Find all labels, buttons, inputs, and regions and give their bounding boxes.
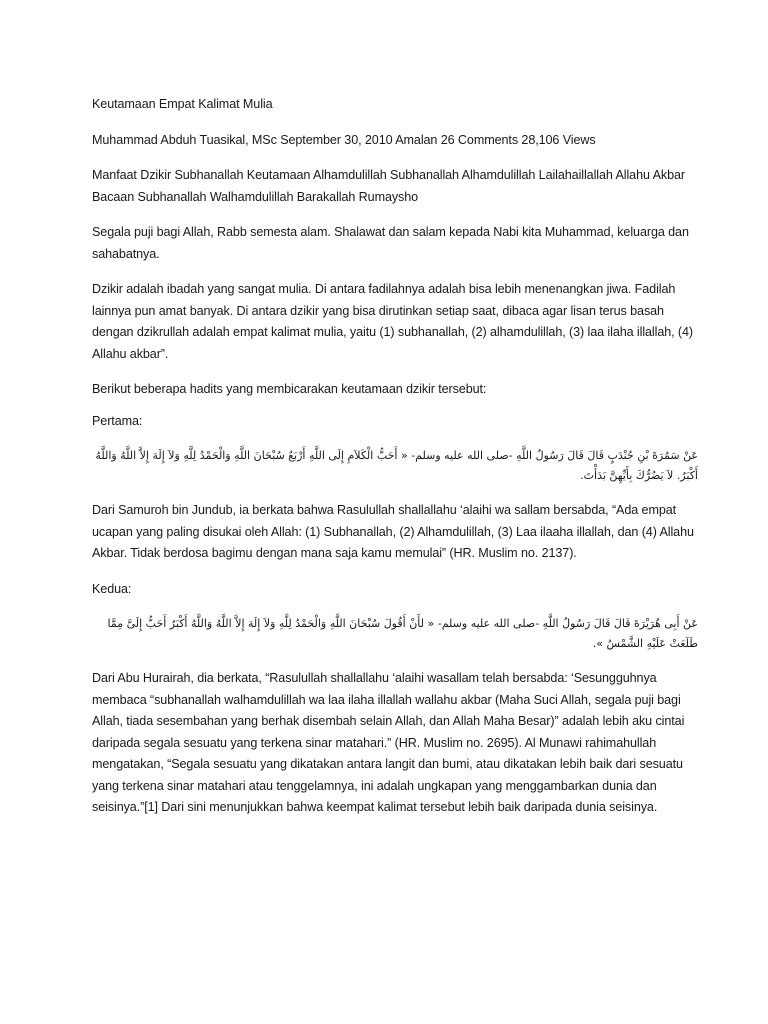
arabic-hadith-2: عَنْ أَبِى هُرَيْرَةَ قَالَ قَالَ رَسُولُ اللَّهِ -صلى الله عليه وسلم- « لأَنْ أَقُولَ سُبْحَانَ اللَّهِ وَالْحَمْدُ لِلَّهِ وَلاَ إِلَهَ إِلاَّ اللَّهُ وَاللَّهُ أَكْبَرُ أَحَبُّ إِلَىَّ مِمَّا طَلَعَتْ عَلَيْهِ الشَّمْسُ ».	[107, 617, 698, 650]
article-tags: Manfaat Dzikir Subhanallah Keutamaan Alhamdulillah Subhanallah Alhamdulillah Lailahaillallah Allahu Akbar Bacaan Subhanallah Walhamdulillah Barakallah Rumaysho	[92, 168, 685, 204]
heading-kedua: Kedua:	[92, 581, 132, 596]
paragraph-translation-1: Dari Samuroh bin Jundub, ia berkata bahwa Rasulullah shallallahu ‘alaihi wa sallam bersabda, “Ada empat ucapan yang paling disukai oleh Allah: (1) Subhanallah, (2) Alhamdulillah, (3) Laa ilaaha illallah, dan (4) Allahu Akbar. Tidak berdosa bagimu dengan mana saja kamu memulai” (HR. Muslim no. 2137).	[92, 503, 694, 560]
arabic-hadith-1: عَنْ سَمُرَةَ بْنِ جُنْدَبٍ قَالَ قَالَ رَسُولُ اللَّهِ -صلى الله عليه وسلم- « أَحَبُّ الْكَلاَمِ إِلَى اللَّهِ أَرْبَعٌ سُبْحَانَ اللَّهِ وَالْحَمْدُ لِلَّهِ وَلاَ إِلَهَ إِلاَّ اللَّهُ وَاللَّهُ أَكْبَرُ. لاَ يَضُرُّكَ بِأَيِّهِنَّ بَدَأْتَ.	[95, 449, 698, 482]
paragraph-translation-2: Dari Abu Hurairah, dia berkata, “Rasulullah shallallahu ‘alaihi wasallam telah bersabda: ‘Sesungguhnya membaca “subhanallah walhamdulillah wa laa ilaha illallah wallahu akbar (Maha Suci Allah, segala puji bagi Allah, tiada sesembahan yang berhak disembah selain Allah, dan Allah Maha Besar)” adalah lebih aku cintai daripada segala sesuatu yang terkena sinar matahari.” (HR. Muslim no. 2695). Al Munawi rahimahullah mengatakan, “Segala sesuatu yang dikatakan antara langit dan bumi, atau dikatakan lebih baik dari sesuatu yang terkena sinar matahari atau tenggelamnya, ini adalah ungkapan yang menggambarkan dunia dan seisinya.”[1] Dari sini menunjukkan bahwa keempat kalimat tersebut lebih baik daripada dunia seisinya.	[92, 671, 685, 814]
article-title: Keutamaan Empat Kalimat Mulia	[92, 97, 273, 111]
paragraph-hadits-intro: Berikut beberapa hadits yang membicarakan keutamaan dzikir tersebut:	[92, 382, 487, 396]
paragraph-dzikir: Dzikir adalah ibadah yang sangat mulia. Di antara fadilahnya adalah bisa lebih menenangkan jiwa. Fadilah lainnya pun amat banyak. Di antara dzikir yang bisa dirutinkan setiap saat, dibaca agar lisan terus basah dengan dzikrullah adalah empat kalimat mulia, yaitu (1) subhanallah, (2) alhamdulillah, (3) laa ilaha illallah, (4) Allahu akbar”.	[92, 282, 694, 361]
paragraph-intro: Segala puji bagi Allah, Rabb semesta alam. Shalawat dan salam kepada Nabi kita Muhammad, keluarga dan sahabatnya.	[92, 225, 689, 261]
heading-pertama: Pertama:	[92, 413, 143, 428]
article-byline: Muhammad Abduh Tuasikal, MSc September 30, 2010 Amalan 26 Comments 28,106 Views	[92, 132, 596, 147]
